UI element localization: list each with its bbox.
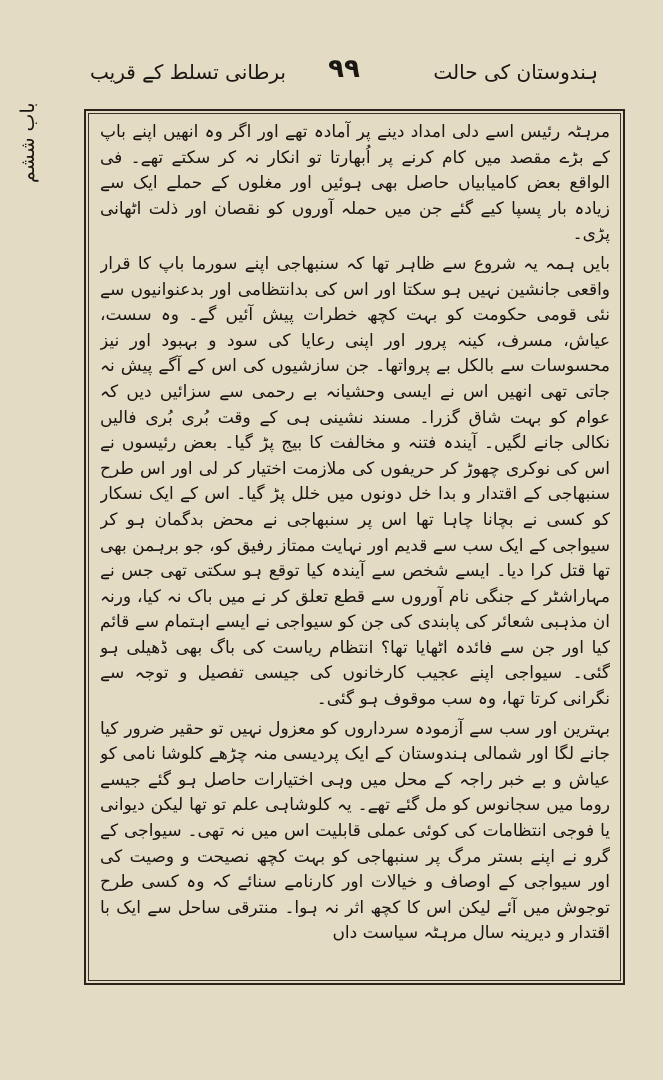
- running-title-left: برطانی تسلط کے قریب: [90, 60, 286, 84]
- chapter-side-note: باب ششم: [17, 102, 39, 184]
- running-header: [90, 54, 598, 98]
- running-title-right: ہندوستان کی حالت: [433, 60, 598, 84]
- paragraph: مرہٹہ رئیس اسے دلی امداد دینے پر آمادہ تھے اور اگر وہ انھیں اپنے باپ کے بڑے مقصد میں کام کرنے پر اُبھارتا تو انکار نہ کر سکتے تھے۔ فی الواقع بعض کامیابیاں حاصل بھی ہوئیں اور مغلوں کے حملے ایک سے زیادہ بار پسپا کیے گئے جن میں حملہ آوروں کو نقصان اور ذلت اٹھانی پڑی۔: [100, 122, 610, 245]
- paragraph: بہترین اور سب سے آزمودہ سرداروں کو معزول نہیں تو حقیر ضرور کیا جانے لگا اور شمالی ہندوستان کے ایک پردیسی منہ چڑھے کلوشا نامی کو عیاش و بے خبر راجہ کے محل میں وہی اختیارات حاصل ہو گئے جیسے روما میں سجانوس کو مل گئے تھے۔ یہ کلوشاہی علم تو تھا لیکن دیوانی یا فوجی انتظامات کی کوئی عملی قابلیت اس میں نہ تھی۔ سیواجی کے گرو نے اپنے بستر مرگ پر سنبھاجی کو بہت کچھ نصیحت و وصیت کی اور سیواجی کے اوصاف و خیالات اور کارنامے سنائے کہ وہ کسی طرح توجوش میں آئے لیکن اس کا کچھ اثر نہ ہوا۔ منترقی ساحل سے ایک با اقتدار و دیرینہ سال مرہٹہ سیاست داں: [100, 718, 610, 944]
- page-number: ۹۹: [328, 54, 360, 84]
- paragraph: بایں ہمہ یہ شروع سے ظاہر تھا کہ سنبھاجی اپنے سورما باپ کا قرار واقعی جانشین نہیں ہو سکتا اور اس کی بدانتظامی اور بدعنوانیوں سے نئی قومی حکومت کو بہت کچھ خطرات پیش آئیں گے۔ وہ سست، عیاش، مسرف، کینہ پرور اور اپنی رعایا کی سود و بہبود اور نیز محسوسات سے بالکل بے پرواتھا۔ جن سازشیوں کی اس کے آگے پیش نہ جاتی تھی انھیں اس نے ایسی وحشیانہ بے رحمی سے سزائیں دیں کہ عوام کو بہت شاق گزرا۔ مسند نشینی ہی کے وقت بُری بُری فالیں نکالی جانے لگیں۔ آیندہ فتنہ و مخالفت کا بیج پڑ گیا۔ بعض رئیسوں نے اس کی نوکری چھوڑ کر حریفوں کی ملازمت اختیار کر لی اور اس طرح سنبھاجی کے اقتدار و بدا خل دونوں میں خلل پڑ گیا۔ اس کے ایک نسکار کو کسی نے بچانا چاہا تھا اس پر سنبھاجی نے محض بدگمان ہو کر سیواجی کے ایک سب سے قدیم اور نہایت ممتاز رفیق کو، جو برہمن بھی تھا قتل کرا دیا۔ ایسے شخص سے آیندہ کیا توقع ہو سکتی تھی جس نے مہاراشٹر کے جنگی نام آوروں سے قطع تعلق کر نے میں باک نہ کیا، ورنہ ان مذہبی شعائر کی پابندی کی جن کو سیواجی نے ایسے اہتمام سے قائم کیا اور جن سے فائدہ اٹھایا تھا؟ انتظام ریاست کی باگ بھی ڈھیلی ہو گئی۔ سیواجی اپنے عجیب کارخانوں کی جیسی تفصیل و توجہ سے نگرانی کرتا تھا، وہ سب موقوف ہو گئی۔: [100, 253, 610, 710]
- text-body: [100, 120, 610, 970]
